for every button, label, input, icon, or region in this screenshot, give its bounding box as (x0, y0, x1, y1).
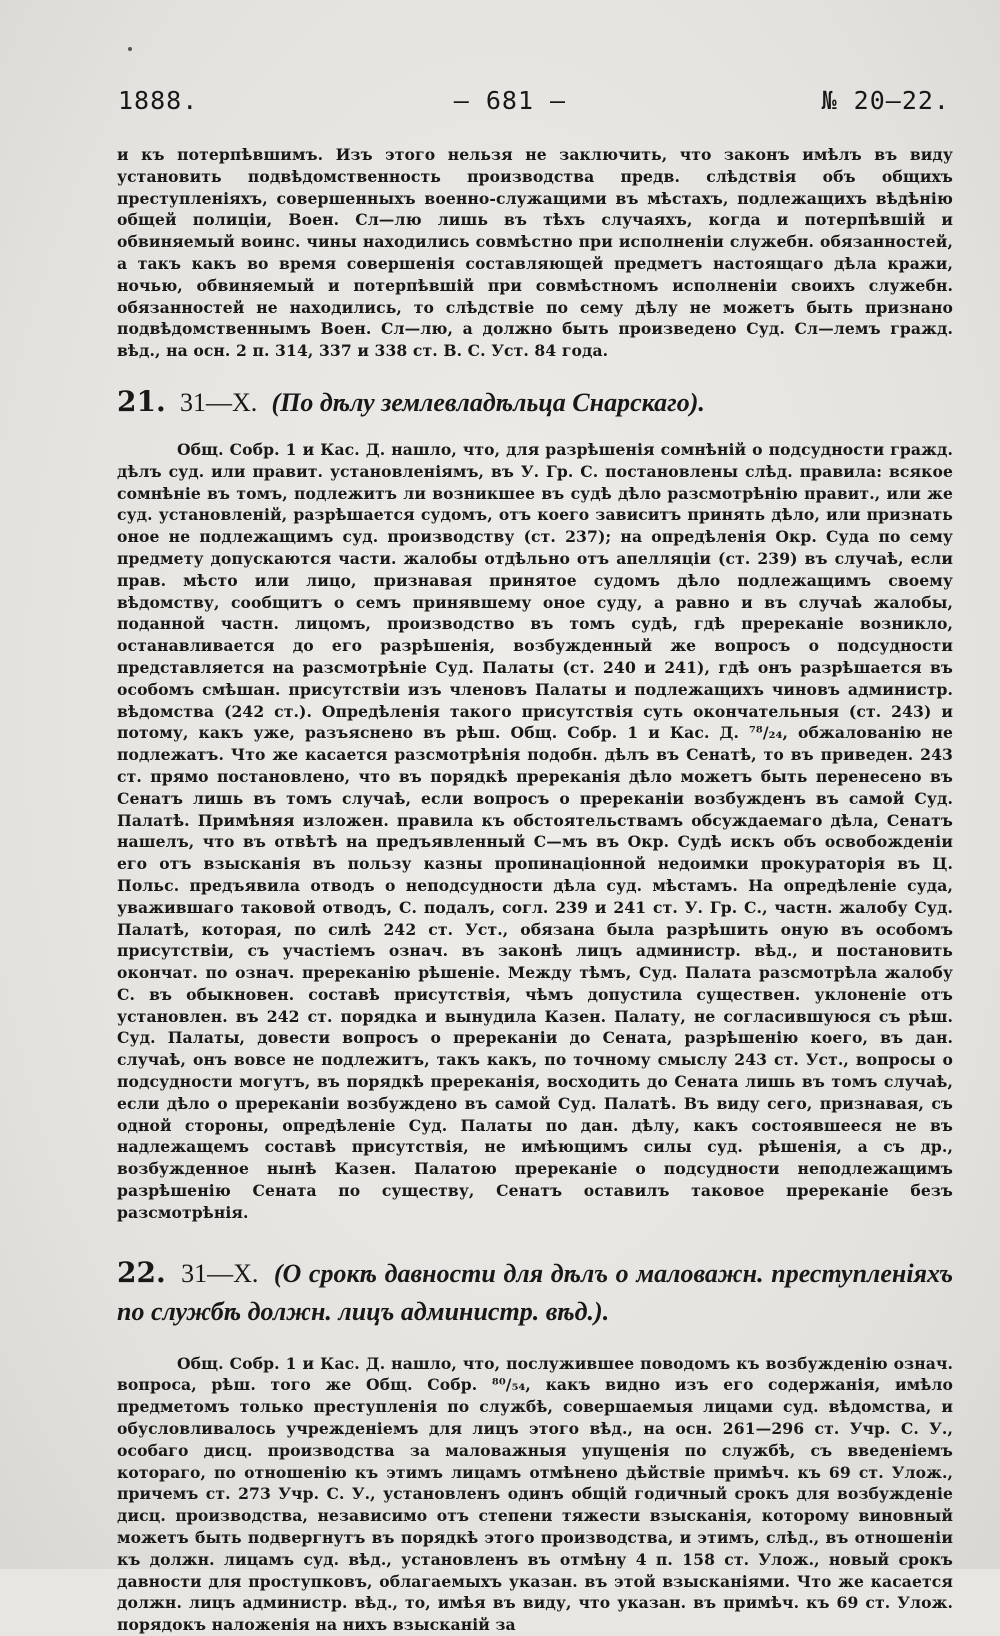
header-page-number: — 681 — (453, 86, 567, 115)
section-21-number: 21. (117, 384, 166, 418)
section-21-body: Общ. Собр. 1 и Кас. Д. нашло, что, для разрѣшенія сомнѣній о подсудности гражд. дѣлъ суд. или правит. установленіямъ, въ У. Гр. С. постановлены слѣд. правила: всякое сомнѣніе въ томъ, подлежитъ ли возникшее въ судѣ дѣло разсмотрѣнію правит., или же суд. установленій, разрѣшается судомъ, отъ коего зависитъ принять дѣло, или признать оное не подлежащимъ суд. производству (ст. 237); на опредѣленія Окр. Суда по сему предмету допускаются части. жалобы отдѣльно отъ апелляціи (ст. 239) въ случаѣ, если прав. мѣсто или лицо, признавая принятое судомъ дѣло подлежащимъ своему вѣдомству, сообщитъ о семъ принявшему оное суду, а равно и въ случаѣ жалобы, поданной частн. лицомъ, производство въ томъ судѣ, гдѣ пререканіе возникло, останавливается до его разрѣшенія, возбужденный же вопросъ о подсудности представляется на разсмотрѣніе Суд. Палаты (ст. 240 и 241), гдѣ онъ разрѣшается въ особомъ смѣшан. присутствіи изъ членовъ Палаты и подлежащихъ чиновъ администр. вѣдомства (242 ст.). Опредѣленія такого присутствія суть окончательныя (ст. 243) и потому, какъ уже, разъяснено въ рѣш. Общ. Собр. 1 и Кас. Д. ⁷⁸/₂₄, обжалованію не подлежатъ. Что же касается разсмотрѣнія подобн. дѣлъ въ Сенатѣ, то въ приведен. 243 ст. прямо постановлено, что въ порядкѣ пререканія дѣло можетъ быть перенесено въ Сенатъ лишь въ томъ случаѣ, если вопросъ о пререканіи возбужденъ въ самой Суд. Палатѣ. Примѣняя изложен. правила къ обстоятельствамъ обсуждаемаго дѣла, Сенатъ нашелъ, что въ отвѣтѣ на предъявленный С—мъ въ Окр. Судѣ искъ объ освобожденіи его отъ взысканія въ пользу казны пропинаціонной недоимки прокураторія въ Ц. Польс. предъявила отводъ о неподсудности дѣла суд. мѣстамъ. На опредѣленіе суда, уважившаго таковой отводъ, С. подалъ, согл. 239 и 241 ст. У. Гр. С., частн. жалобу Суд. Палатѣ, которая, по силѣ 242 ст. Уст., обязана была разрѣшить оную въ особомъ присутствіи, съ участіемъ означ. въ законѣ лицъ администр. вѣд., и постановить окончат. по означ. пререканію рѣшеніе. Между тѣмъ, Суд. Палата разсмотрѣла жалобу С. въ обыкновен. составѣ присутствія, чѣмъ допустила существен. уклоненіе отъ установлен. въ 242 ст. порядка и вынудила Казен. Палату, не согласившуюся съ рѣш. Суд. Палаты, довести вопросъ о пререканіи до Сената, разрѣшенію коего, въ дан. случаѣ, онъ вовсе не подлежитъ, такъ какъ, по точному смыслу 243 ст. Уст., вопросы о подсудности могутъ, въ порядкѣ пререканія, восходить до Сената лишь въ томъ случаѣ, если дѣло о пререканіи возбуждено въ самой Суд. Палатѣ. Въ виду сего, признавая, съ одной стороны, опредѣленіе Суд. Палаты по дан. дѣлу, какъ состоявшееся не въ надлежащемъ составѣ присутствія, не имѣющимъ силы суд. рѣшенія, а съ др., возбужденное нынѣ Казен. Палатою пререканіе о подсудности неподлежащимъ разрѣшенію Сената по существу, Сенатъ оставилъ таковое пререканіе безъ разсмотрѣнія. (117, 439, 953, 1222)
section-22-heading (117, 1254, 953, 1331)
header-issue-number: № 20—22. (821, 86, 950, 115)
section-21-title: (По дѣлу землевладѣльца Снарскаго). (271, 387, 705, 417)
section-21-date: 31—X. (179, 387, 258, 417)
page-speck (128, 47, 132, 51)
section-22-title: (О срокѣ давности для дѣлъ о маловажн. преступленіяхъ по службѣ должн. лицъ администр. вѣд.). (117, 1258, 954, 1326)
section-22-date: 31—X. (181, 1258, 259, 1288)
section-21-heading (117, 386, 953, 419)
header-year: 1888. (118, 86, 199, 115)
intro-paragraph: и къ потерпѣвшимъ. Изъ этого нельзя не заключить, что законъ имѣлъ въ виду установить подвѣдомственность производства предв. слѣдствія объ общихъ преступленіяхъ, совершенныхъ военно-служащими въ мѣстахъ, подлежащихъ вѣдѣнію общей полиціи, Воен. Сл—лю лишь въ тѣхъ случаяхъ, когда и потерпѣвшій и обвиняемый воинс. чины находились совмѣстно при исполненіи служебн. обязанностей, а такъ какъ во время совершенія составляющей предметъ настоящаго дѣла кражи, ночью, обвиняемый и потерпѣвшій при совмѣстномъ исполненіи своихъ служебн. обязанностей не находились, то слѣдствіе по сему дѣлу не можетъ быть признано подвѣдомственнымъ Воен. Сл—лю, а должно быть произведено Суд. Сл—лемъ гражд. вѣд., на осн. 2 п. 314, 337 и 338 ст. В. С. Уст. 84 года. (117, 145, 953, 361)
section-22-number: 22. (117, 1255, 166, 1289)
page-header (118, 86, 950, 115)
section-22-body: Общ. Собр. 1 и Кас. Д. нашло, что, послужившее поводомъ къ возбужденію означ. вопроса, рѣш. того же Общ. Собр. ⁸⁰/₅₄, какъ видно изъ его содержанія, имѣло предметомъ только преступленія по службѣ, совершаемыя лицами суд. вѣдомства, и обусловливалось учрежденіемъ для лицъ этого вѣд., на осн. 261—296 ст. Учр. С. У., особаго дисц. производства за маловажныя упущенія по службѣ, съ введеніемъ котораго, по отношенію къ этимъ лицамъ отмѣнено дѣйствіе примѣч. къ 69 ст. Улож., причемъ ст. 273 Учр. С. У., установленъ одинъ общій годичный срокъ для возбужденіе дисц. производства, независимо отъ степени тяжести взысканія, которому виновный можетъ быть подвергнутъ въ порядкѣ этого производства, и этимъ, слѣд., въ отношеніи къ должн. лицамъ суд. вѣд., установленъ въ отмѣну 4 п. 158 ст. Улож., новый срокъ давности для проступковъ, облагаемыхъ указан. въ этой взысканіями. Что же касается должн. лицъ администр. вѣд., то, имѣя въ виду, что указан. въ примѣч. къ 69 ст. Улож. порядокъ наложенія на нихъ взысканій за (117, 1353, 953, 1635)
page-content (117, 144, 953, 1636)
